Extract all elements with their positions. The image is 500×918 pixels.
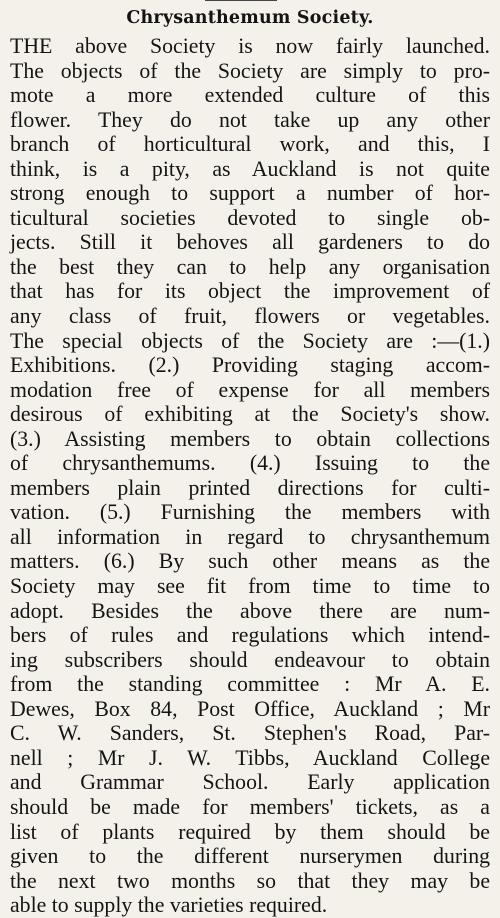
article-line: vation. (5.) Furnishing the members with <box>10 500 490 525</box>
article-line: The objects of the Society are simply to pro- <box>10 58 490 83</box>
article-line: members plain printed directions for culti- <box>10 475 490 500</box>
article-body <box>10 34 490 918</box>
article-headline: Chrysanthemum Society. <box>126 8 374 28</box>
article-line: of chrysanthemums. (4.) Issuing to the <box>10 451 490 476</box>
article-line: modation free of expense for all members <box>10 377 490 402</box>
article-line: should be made for members' tickets, as a <box>10 794 490 819</box>
article-line: The special objects of the Society are :—(1.) <box>10 328 490 353</box>
article-line: the next two months so that they may be <box>10 868 490 893</box>
article-line: list of plants required by them should be <box>10 819 490 844</box>
article-line: any class of fruit, flowers or vegetables. <box>10 304 490 329</box>
article-line: nell ; Mr J. W. Tibbs, Auckland College <box>10 745 490 770</box>
article-line: matters. (6.) By such other means as the <box>10 549 490 574</box>
article-line: desirous of exhibiting at the Society's show. <box>10 402 490 427</box>
article-line: and Grammar School. Early application <box>10 770 490 795</box>
article-line: able to supply the varieties required. <box>10 893 328 918</box>
article-line: from the standing committee : Mr A. E. <box>10 672 490 697</box>
article-line: ticultural societies devoted to single ob- <box>10 205 490 230</box>
article-line: all information in regard to chrysanthemum <box>10 524 490 549</box>
article-line: bers of rules and regulations which intend- <box>10 623 490 648</box>
article-line: Dewes, Box 84, Post Office, Auckland ; Mr <box>10 696 490 721</box>
article-line: mote a more extended culture of this <box>10 83 490 108</box>
article-line: think, is a pity, as Auckland is not quite <box>10 156 490 181</box>
article-line: flower. They do not take up any other <box>10 107 490 132</box>
article-line: Exhibitions. (2.) Providing staging accom- <box>10 353 490 378</box>
article-line: jects. Still it behoves all gardeners to do <box>10 230 490 255</box>
article-line: branch of horticultural work, and this, I <box>10 132 490 157</box>
article-line: given to the different nurserymen during <box>10 844 490 869</box>
article-line: that has for its object the improvement of <box>10 279 490 304</box>
article-line: (3.) Assisting members to obtain collections <box>10 426 490 451</box>
article-line: the best they can to help any organisation <box>10 254 490 279</box>
article-line: THE above Society is now fairly launched. <box>10 34 490 58</box>
article-line: adopt. Besides the above there are num- <box>10 598 490 623</box>
article-line: C. W. Sanders, St. Stephen's Road, Par- <box>10 721 490 746</box>
top-rule <box>205 0 277 1</box>
article-line: strong enough to support a number of hor- <box>10 181 490 206</box>
article-line: ing subscribers should endeavour to obtain <box>10 647 490 672</box>
article-line: Society may see fit from time to time to <box>10 574 490 599</box>
